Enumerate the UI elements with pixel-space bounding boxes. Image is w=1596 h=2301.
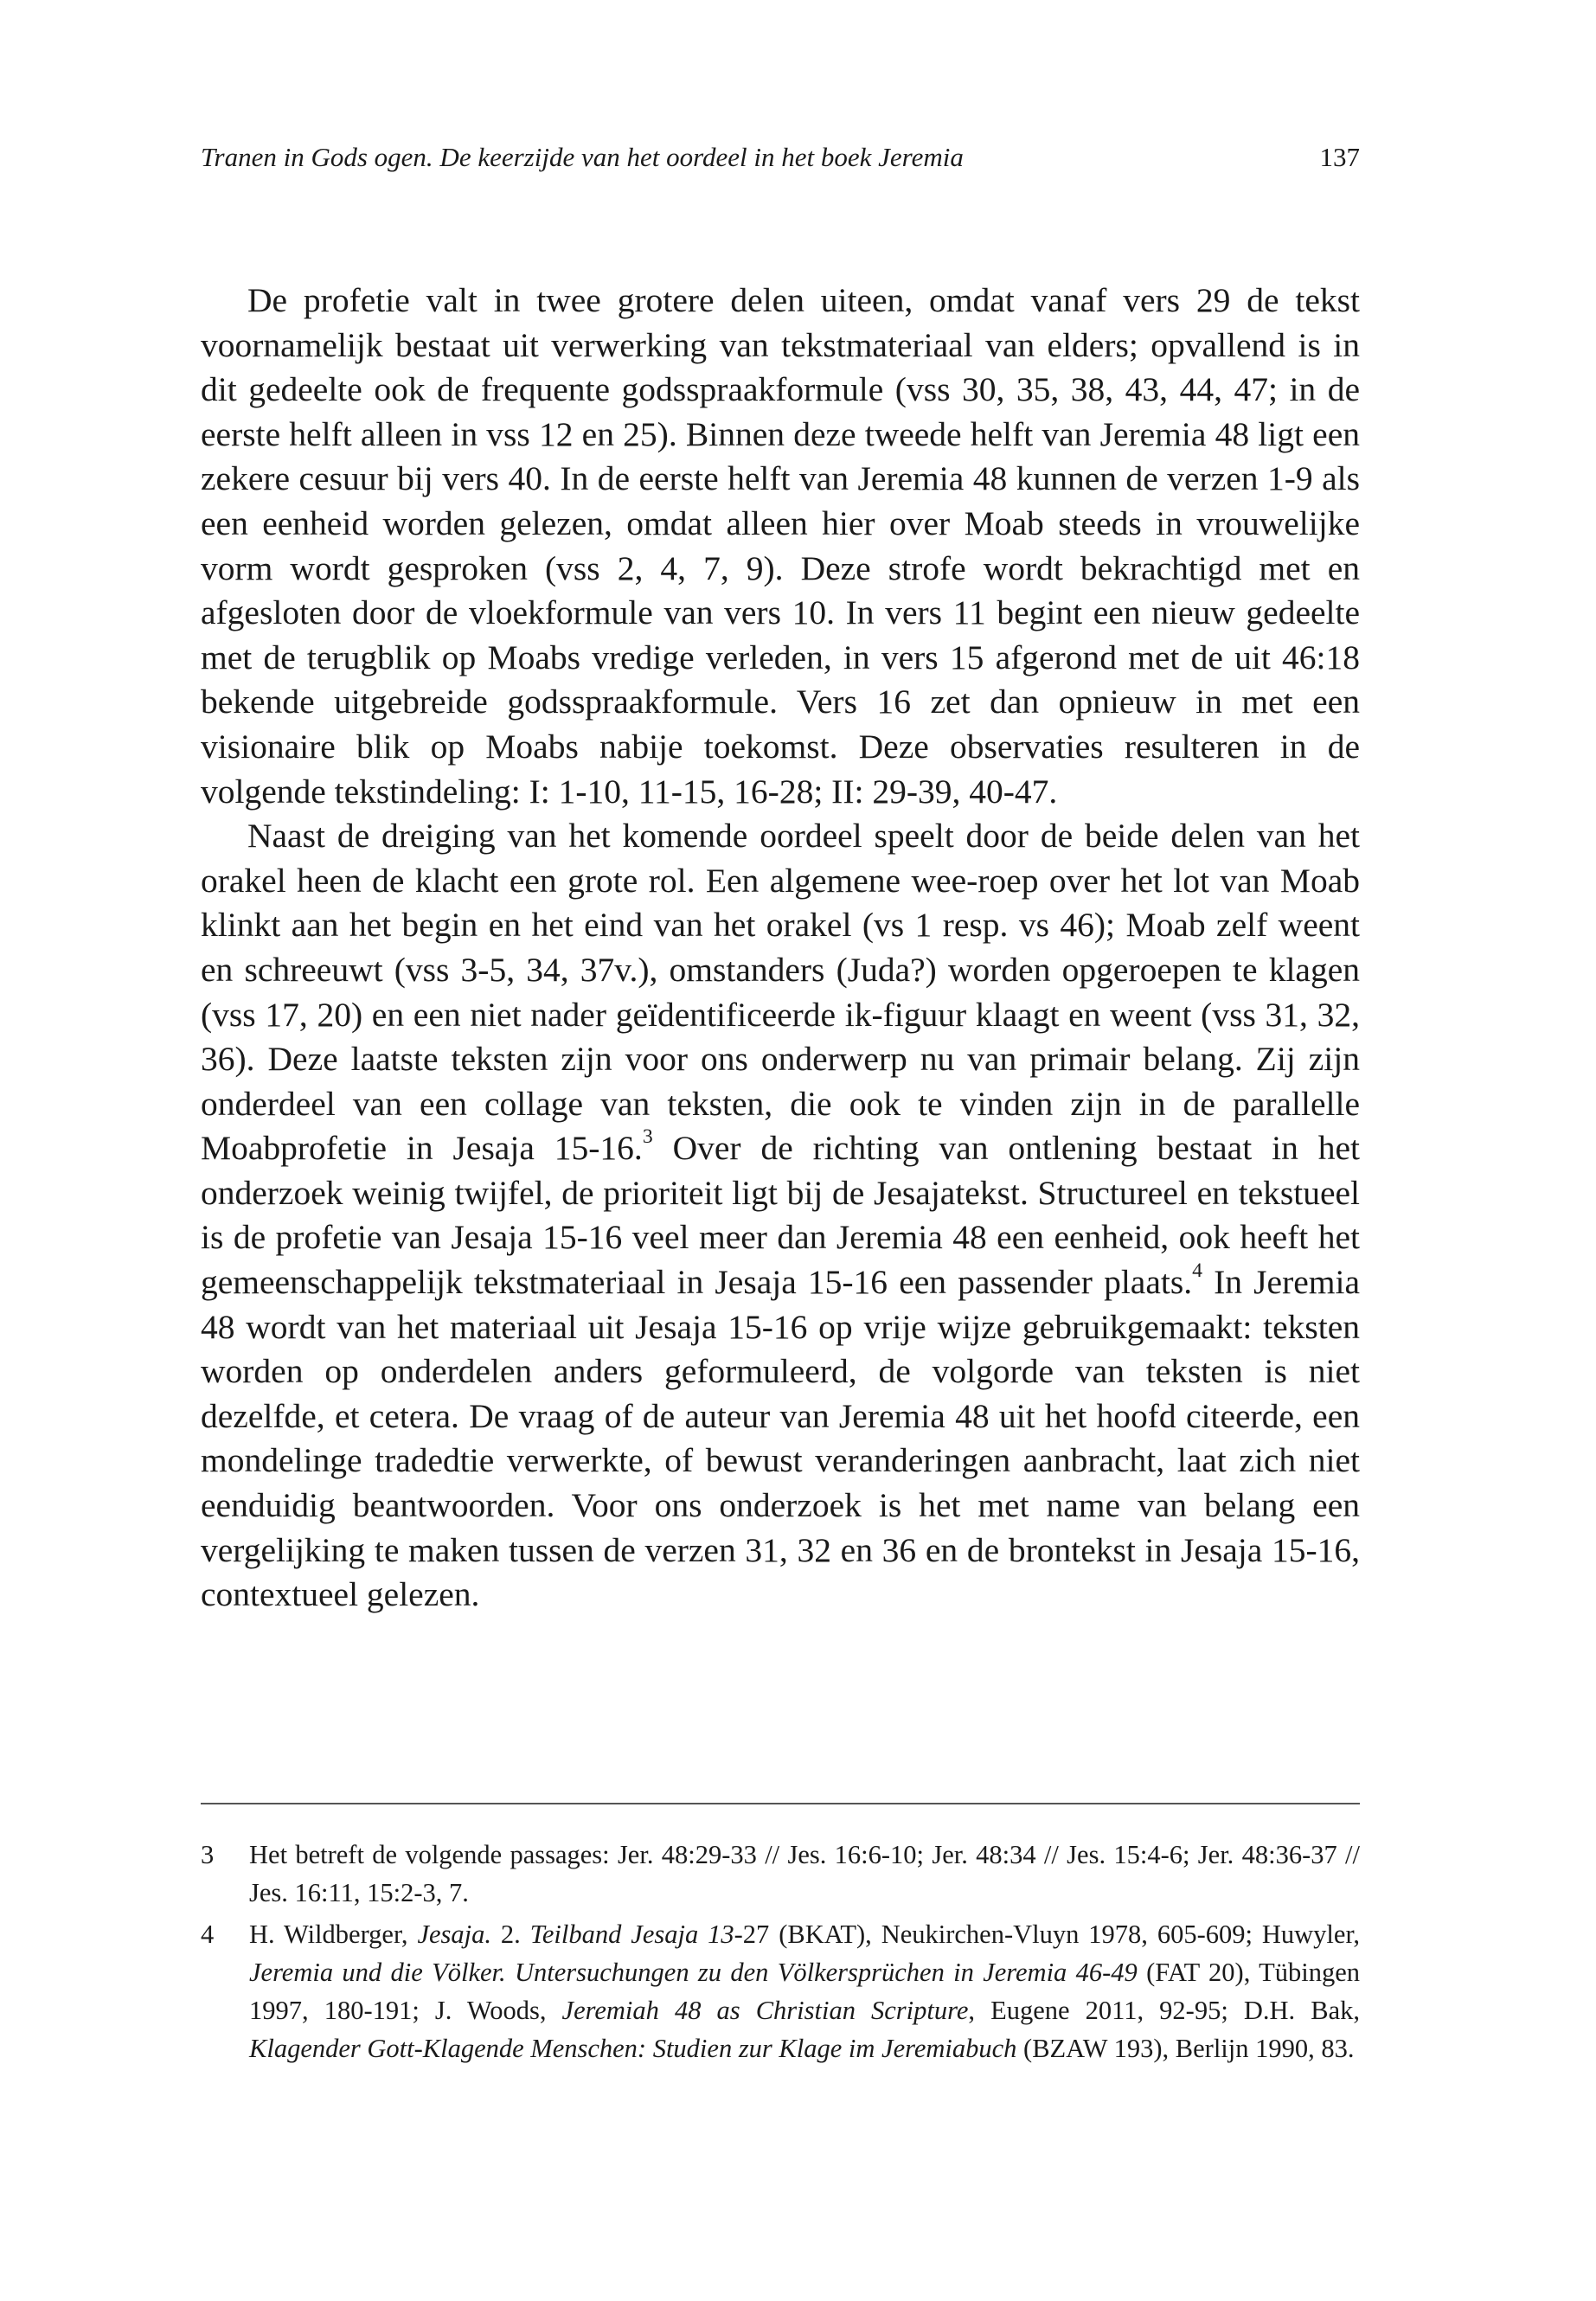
running-header: [201, 138, 1360, 176]
footnote-text: H. Wildberger,: [249, 1920, 418, 1949]
footnote-text: Het betreft de volgende passages: Jer. 48:29-33 // Jes. 16:6-10; Jer. 48:34 // Jes. 15:4-6; Jer. 48:36-37 // Jes. 16:11, 15:2-3, 7.: [249, 1840, 1360, 1907]
footnotes: [201, 1836, 1360, 2071]
page-number: 137: [1319, 142, 1360, 172]
footnote-title: Jeremiah 48 as Christian Scripture: [561, 1996, 969, 2025]
body-text: [201, 279, 1360, 1618]
footnote-3: [201, 1836, 1360, 1912]
running-title: Tranen in Gods ogen. De keerzijde van het oordeel in het boek Jeremia: [201, 142, 964, 172]
footnote-ref-3: 3: [642, 1125, 653, 1149]
footnote-divider: [201, 1803, 1360, 1804]
paragraph-1-text: De profetie valt in twee grotere delen uiteen, omdat vanaf vers 29 de tekst voornamelijk bestaat uit verwerking van tekstmateriaal van elders; opvallend is in dit gedeelte ook de frequente godsspraakformule (vss 30, 35, 38, 43, 44, 47; in de eerste helft alleen in vss 12 en 25). Binnen deze tweede helft van Jeremia 48 ligt een zekere cesuur bij vers 40. In de eerste helft van Jeremia 48 kunnen de verzen 1-9 als een eenheid worden gelezen, omdat alleen hier over Moab steeds in vrouwelijke vorm wordt gesproken (vss 2, 4, 7, 9). Deze strofe wordt bekrachtigd met en afgesloten door de vloekformule van vers 10. In vers 11 begint een nieuw gedeelte met de terugblik op Moabs vredige verleden, in vers 15 afgerond met de uit 46:18 bekende uitgebreide godsspraakformule. Vers 16 zet dan opnieuw in met een visionaire blik op Moabs nabije toekomst. Deze observaties resulteren in de volgende tekstindeling: I: 1-10, 11-15, 16-28; II: 29-39, 40-47.: [201, 281, 1360, 811]
footnote-text: (BZAW 193), Berlijn 1990, 83.: [1016, 2034, 1355, 2063]
footnote-title: Jeremia und die Völker. Untersuchungen zu den Völkersprüchen in Jeremia 46-49: [249, 1958, 1138, 1987]
footnote-ref-4: 4: [1192, 1259, 1202, 1283]
footnote-text: -27 (BKAT), Neukirchen-Vluyn 1978, 605-609; Huwyler,: [734, 1920, 1361, 1949]
paragraph-2: [201, 814, 1360, 1618]
footnote-title: Klagender Gott-Klagende Menschen: Studien zur Klage im Jeremiabuch: [249, 2034, 1017, 2063]
paragraph-2-text-a: Naast de dreiging van het komende oordeel speelt door de beide delen van het orakel heen de klacht een grote rol. Een algemene wee-roep over het lot van Moab klinkt aan het begin en het eind van het orakel (vs 1 resp. vs 46); Moab zelf weent en schreeuwt (vss 3-5, 34, 37v.), omstanders (Juda?) worden opgeroepen te klagen (vss 17, 20) en een niet nader geïdentificeerde ik-figuur klaagt en weent (vss 31, 32, 36). Deze laatste teksten zijn voor ons onderwerp nu van primair belang. Zij zijn onderdeel van een collage van teksten, die ook te vinden zijn in de parallelle Moabprofetie in Jesaja 15-16.: [201, 817, 1360, 1168]
paragraph-2-text-c: In Jeremia 48 wordt van het materiaal uit Jesaja 15-16 op vrije wijze gebruikgemaakt: teksten worden op onderdelen anders geformuleerd, de volgorde van teksten is niet dezelfde, et cetera. De vraag of de auteur van Jeremia 48 uit het hoofd citeerde, een mondelinge tradedtie verwerkte, of bewust veranderingen aanbracht, laat zich niet eenduidig beantwoorden. Voor ons onderzoek is het met name van belang een vergelijking te maken tussen de verzen 31, 32 en 36 en de brontekst in Jesaja 15-16, contextueel gelezen.: [201, 1263, 1360, 1614]
footnote-number: 4: [201, 1920, 215, 1949]
footnote-text: 2.: [491, 1920, 530, 1949]
footnote-title: Jesaja.: [417, 1920, 491, 1949]
footnote-text: (FAT 20), Tübingen 1997, 180-191; J. Woods,: [249, 1958, 1360, 2025]
footnote-4: [201, 1915, 1360, 2067]
paragraph-2-text-b: Over de richting van ontlening bestaat in het onderzoek weinig twijfel, de prioriteit ligt bij de Jesajatekst. Structureel en tekstueel is de profetie van Jesaja 15-16 veel meer dan Jeremia 48 een eenheid, ook heeft het gemeenschappelijk tekstmateriaal in Jesaja 15-16 een passender plaats.: [201, 1129, 1360, 1302]
paragraph-1: [201, 279, 1360, 814]
footnote-text: , Eugene 2011, 92-95; D.H. Bak,: [968, 1996, 1360, 2025]
footnote-title: Teilband Jesaja 13: [529, 1920, 734, 1949]
footnote-number: 3: [201, 1840, 215, 1869]
